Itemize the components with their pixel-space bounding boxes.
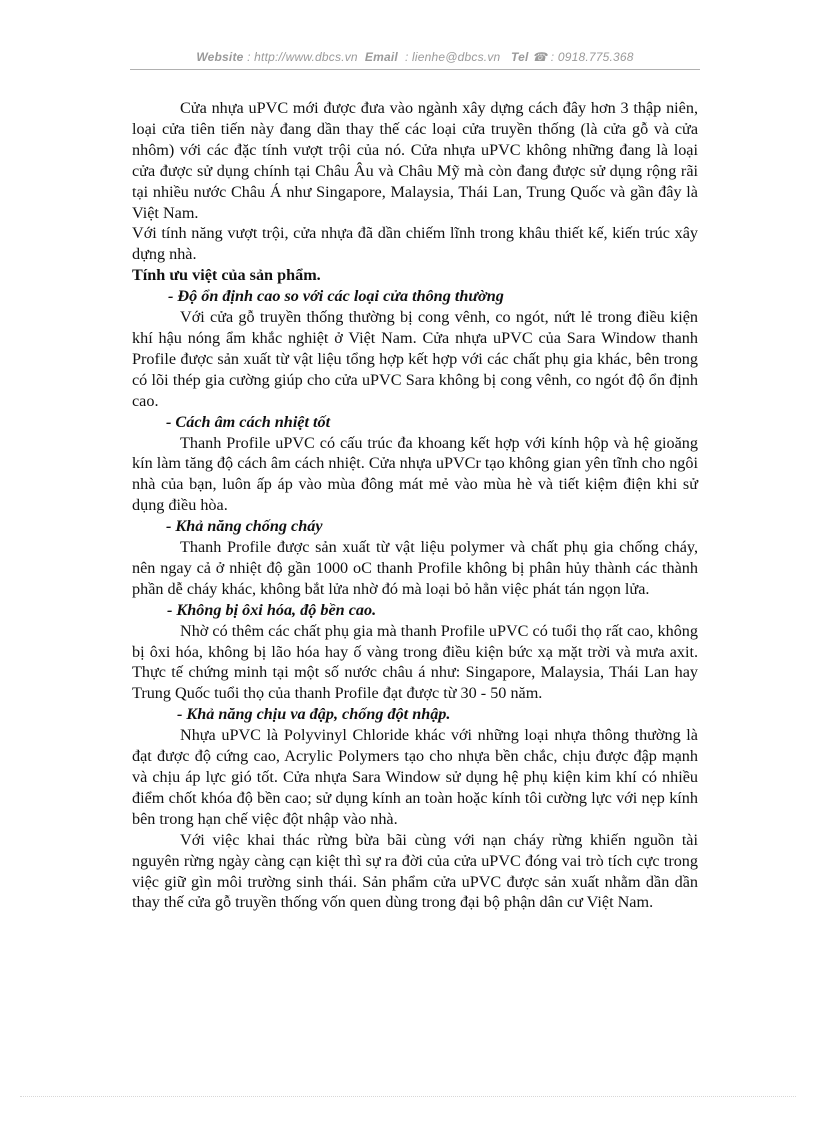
conclusion-paragraph: Với việc khai thác rừng bừa bãi cùng với nạn cháy rừng khiến nguồn tài nguyên rừng ngày càng cạn kiệt thì sự ra đời của cửa uPVC đóng vai trò tích cực trong việc giữ gìn môi trường sinh thái. Sản phẩm cửa uPVC được sản xuất nhằm dần dần thay thế cửa gỗ truyền thống vốn quen dùng trong đại bộ phận dân cư Việt Nam.	[132, 830, 698, 912]
intro-paragraph-2: Với tính năng vượt trội, cửa nhựa đã dần chiếm lĩnh trong khâu thiết kế, kiến trúc xây dựng nhà.	[132, 224, 698, 264]
intro-paragraph-1: Cửa nhựa uPVC mới được đưa vào ngành xây dựng cách đây hơn 3 thập niên, loại cửa tiên tiến này đang dần thay thế các loại cửa truyền thống (là cửa gỗ và cửa nhôm) với các đặc tính vượt trội của nó. Cửa nhựa uPVC không những đang là loại cửa được sử dụng chính tại Châu Âu và Châu Mỹ mà còn đang được sử dụng rộng rãi tại nhiều nước Châu Á như Singapore, Malaysia, Thái Lan, Trung Quốc và gần đây là Việt Nam.	[132, 99, 698, 222]
feature-text-impact: Nhựa uPVC là Polyvinyl Chloride khác với những loại nhựa thông thường là đạt được độ cứng cao, Acrylic Polymers tạo cho nhựa bền chắc, chịu được đập mạnh và chịu áp lực gió tốt. Cửa nhựa Sara Window sử dụng hệ phụ kiện kim khí có nhiều điểm chốt khóa độ bền cao; sử dụng kính an toàn hoặc kính tôi cường lực với nẹp kính bên trong hạn chế việc đột nhập vào nhà.	[132, 726, 698, 828]
website-label: Website	[196, 50, 244, 64]
feature-heading-oxidation: - Không bị ôxi hóa, độ bền cao.	[167, 600, 377, 619]
phone-icon: ☎	[532, 50, 548, 64]
feature-heading-impact: - Khả năng chịu va đập, chống đột nhập.	[177, 705, 451, 724]
website-value: : http://www.dbcs.vn	[247, 50, 358, 64]
feature-heading-fire: - Khả năng chống cháy	[166, 517, 323, 536]
tel-label: Tel	[511, 50, 529, 64]
feature-text-fire: Thanh Profile được sản xuất từ vật liệu polymer và chất phụ gia chống cháy, nên ngay cả ở nhiệt độ gần 1000 oC thanh Profile không bị phân hủy thành các thành phần dễ cháy khác, không bắt lửa nhờ đó mà loại bỏ hẳn việc phát tán ngọn lửa.	[132, 538, 698, 598]
header-divider	[130, 69, 700, 70]
tel-value: : 0918.775.368	[550, 50, 634, 64]
footer-divider	[20, 1096, 796, 1097]
document-body	[132, 98, 698, 913]
section-title: Tính ưu việt của sản phẩm.	[132, 266, 321, 285]
email-value: : lienhe@dbcs.vn	[404, 50, 501, 64]
feature-text-stability: Với cửa gỗ truyền thống thường bị cong vênh, co ngót, nứt lẻ trong điều kiện khí hậu nóng ẩm khắc nghiệt ở Việt Nam. Cửa nhựa uPVC của Sara Window thanh Profile được sản xuất từ vật liệu tổng hợp kết hợp với các chất phụ gia khác, bên trong có lõi thép gia cường giúp cho cửa uPVC Sara không bị cong vênh, co ngót độ ổn định cao.	[132, 308, 698, 410]
email-label: Email	[364, 50, 398, 64]
feature-text-oxidation: Nhờ có thêm các chất phụ gia mà thanh Profile uPVC có tuổi thọ rất cao, không bị ôxi hóa, không bị lão hóa hay ố vàng trong điều kiện bức xạ mặt trời và mưa axit. Thực tế chứng minh tại một số nước châu á như: Singapore, Malaysia, Thái Lan hay Trung Quốc tuổi thọ của thanh Profile đạt được từ 30 - 50 năm.	[132, 621, 698, 703]
feature-heading-stability: - Độ ổn định cao so với các loại cửa thông thường	[168, 287, 504, 306]
feature-text-insulation: Thanh Profile uPVC có cấu trúc đa khoang kết hợp với kính hộp và hệ gioăng kín làm tăng độ cách âm cách nhiệt. Cửa nhựa uPVCr tạo không gian yên tĩnh cho ngôi nhà của bạn, luôn ấp áp vào mùa đông mát mẻ vào mùa hè và tiết kiệm điện khi sử dụng điều hòa.	[132, 433, 698, 515]
feature-heading-insulation: - Cách âm cách nhiệt tốt	[166, 412, 331, 431]
page-header	[130, 50, 700, 64]
